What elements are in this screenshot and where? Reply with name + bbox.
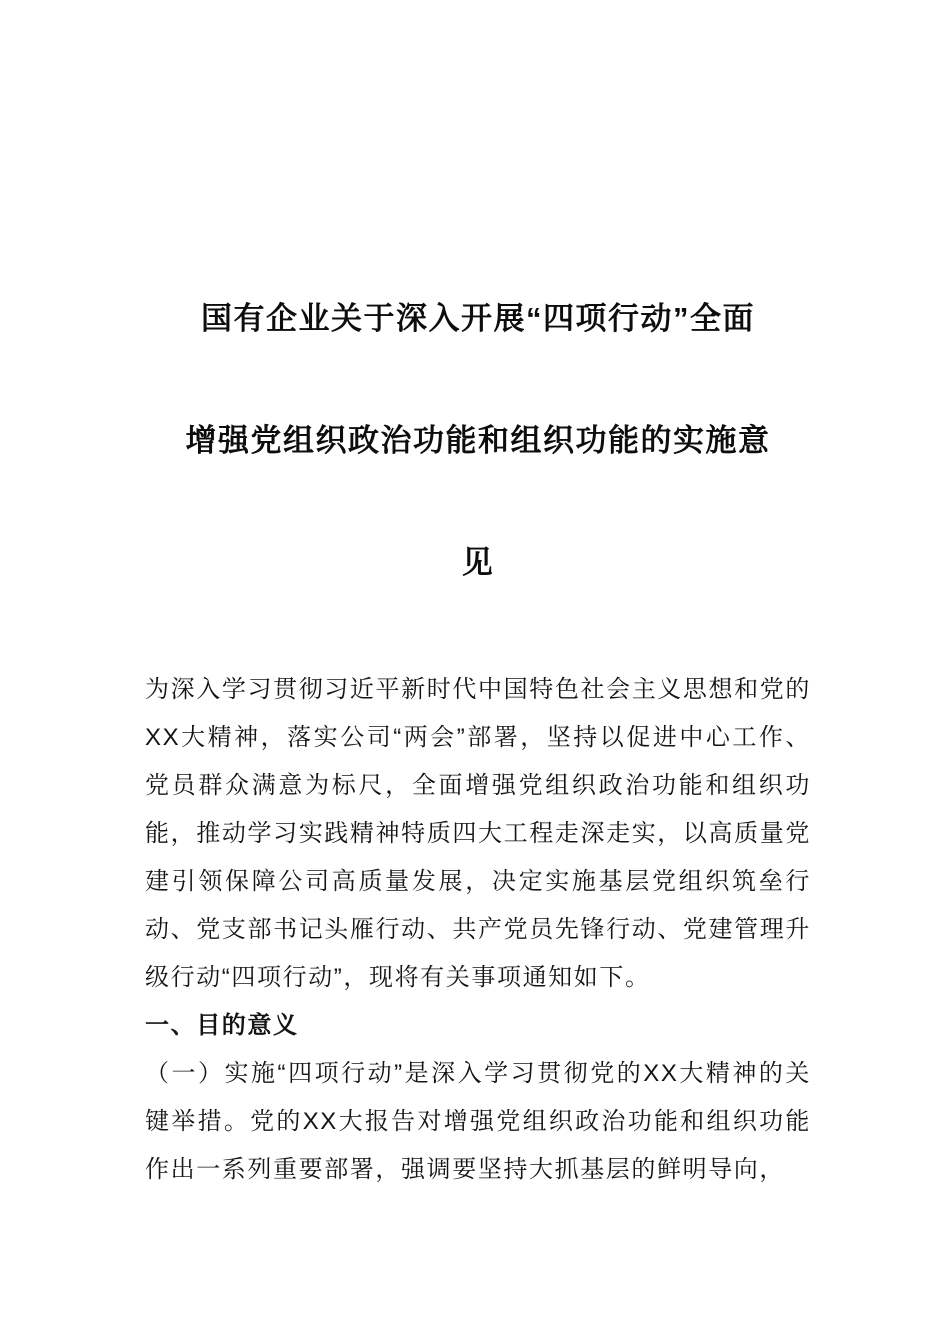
document-title-line-3: 见 [461, 545, 495, 580]
document-title-line-2: 增强党组织政治功能和组织功能的实施意 [185, 423, 771, 458]
document-title-line-1: 国有企业关于深入开展“四项行动”全面 [201, 301, 755, 336]
section-heading-1: 一、目的意义 [145, 1012, 299, 1039]
paragraph-section1-1: （一）实施“四项行动”是深入学习贯彻党的XX大精神的关键举措。党的XX大报告对增强党组织政治功能和组织功能作出一系列重要部署，强调要坚持大抓基层的鲜明导向， [145, 1060, 811, 1183]
paragraph-intro: 为深入学习贯彻习近平新时代中国特色社会主义思想和党的XX大精神，落实公司“两会”部署，坚持以促进中心工作、党员群众满意为标尺，全面增强党组织政治功能和组织功能，推动学习实践精神特质四大工程走深走实，以高质量党建引领保障公司高质量发展，决定实施基层党组织筑垒行动、党支部书记头雁行动、共产党员先锋行动、党建管理升级行动“四项行动”，现将有关事项通知如下。 [145, 676, 811, 991]
document-title [145, 258, 811, 624]
document-body [145, 666, 811, 1194]
